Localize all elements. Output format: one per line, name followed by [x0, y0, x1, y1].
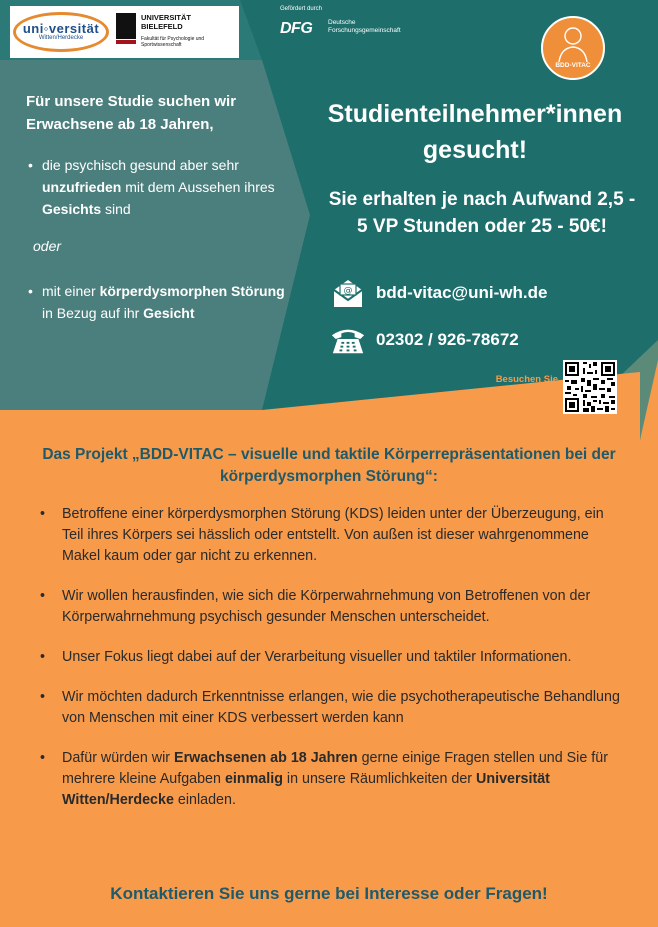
criteria-item-bdd: • mit einer körperdysmorphen Störung in Bezug auf ihr Gesicht: [26, 280, 286, 324]
bielefeld-mark-icon: [116, 13, 136, 39]
project-bullets: [40, 504, 620, 830]
project-bullet-4: • Wir möchten dadurch Erkenntnisse erlangen, wie die psychotherapeutische Behandlung von Menschen mit einer KDS verbessert werden kann: [40, 687, 620, 729]
uwh-logo: [10, 6, 112, 58]
criteria-list-1: [26, 154, 286, 220]
dfg-logo: DFG: [280, 20, 313, 37]
svg-text:@: @: [343, 286, 353, 296]
project-title: Das Projekt „BDD-VITAC – visuelle und taktile Körperrepräsentationen bei der körperdysmorphen Störung“:: [42, 446, 616, 485]
project-bullet-1: • Betroffene einer körperdysmorphen Störung (KDS) leiden unter der Überzeugung, ein Teil ihres Körpers sei hässlich oder entstellt. Von außen ist dieser wahrgenommene Makel kaum oder gar nicht zu erkennen.: [40, 504, 620, 567]
uwh-logo-sub: Witten/Herdecke: [38, 35, 84, 41]
person-icon: [543, 20, 603, 64]
oder-label: oder: [33, 238, 62, 254]
dfg-label: Gefördert durch: [280, 6, 323, 12]
phone-number[interactable]: 02302 / 926-78672: [376, 330, 519, 349]
contact-cta: Kontaktieren Sie uns gerne bei Interesse oder Fragen!: [110, 884, 548, 903]
bielefeld-sub: Fakultät für Psychologie und Sportwissenschaft: [141, 36, 205, 48]
criteria-item-dissatisfied: • die psychisch gesund aber sehr unzufrieden mit dem Aussehen ihres Gesichts sind: [26, 154, 286, 220]
compensation-text: Sie erhalten je nach Aufwand 2,5 - 5 VP Stunden oder 25 - 50€!: [328, 189, 636, 237]
email-address[interactable]: bdd-vitac@uni-wh.de: [376, 283, 548, 302]
email-icon: [330, 276, 366, 310]
bielefeld-bar: [116, 40, 136, 44]
headline: Studienteilnehmer*innen gesucht!: [327, 100, 623, 164]
visit-website-label: Besuchen Sie unsere Website:: [484, 374, 558, 397]
qr-code-icon[interactable]: [563, 360, 617, 414]
uwh-logo-name: uni◦versität: [22, 21, 100, 36]
project-bullet-2: • Wir wollen herausfinden, wie sich die Körperwahrnehmung von Betroffenen von der Körperwahrnehmung psychisch gesunder Menschen unterscheidet.: [40, 586, 620, 628]
phone-icon: [330, 323, 366, 357]
phone-row: [330, 323, 519, 357]
bielefeld-logo: [112, 6, 239, 58]
bielefeld-name: UNIVERSITÄT BIELEFELD: [141, 13, 192, 31]
criteria-list-2: [26, 280, 286, 324]
project-bullet-5: • Dafür würden wir Erwachsenen ab 18 Jahren gerne einige Fragen stellen und Sie für mehrere kleine Aufgaben einmalig in unsere Räumlichkeiten der Universität Witten/Herdecke einladen.: [40, 748, 620, 811]
project-bullet-3: • Unser Fokus liegt dabei auf der Verarbeitung visueller und taktiler Informationen.: [40, 647, 620, 668]
dfg-text: Deutsche Forschungsgemeinschaft: [328, 19, 401, 34]
badge-label: BDD-VITAC: [555, 62, 591, 69]
bdd-vitac-badge: [541, 16, 605, 80]
email-row: [330, 276, 547, 310]
left-title: Für unsere Studie suchen wir Erwachsene ab 18 Jahren,: [26, 93, 237, 133]
